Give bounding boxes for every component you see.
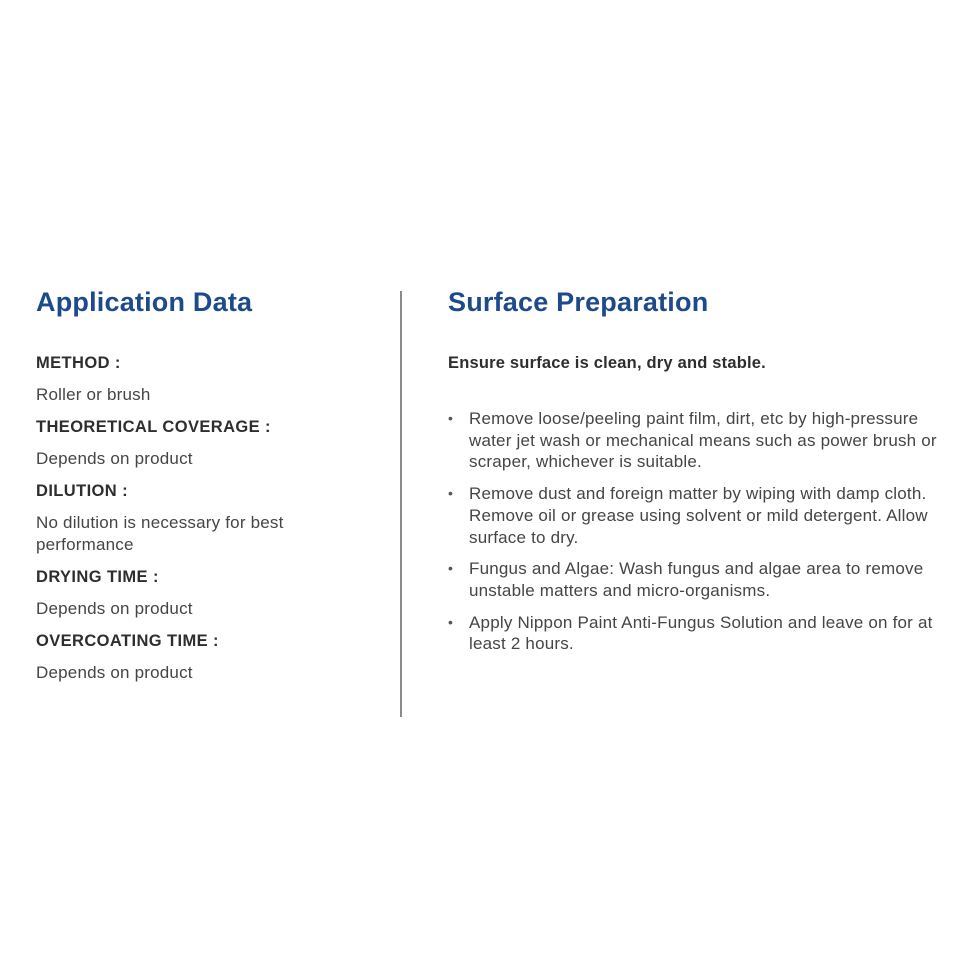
- theoretical-coverage-value: Depends on product: [36, 449, 193, 468]
- application-data-list: [36, 352, 366, 684]
- bullet-icon: •: [448, 613, 454, 630]
- drying-time-value: Depends on product: [36, 599, 193, 618]
- list-item: [448, 558, 938, 601]
- dilution-label: DILUTION :: [36, 482, 128, 500]
- list-item: [448, 408, 938, 473]
- list-item-text: Remove dust and foreign matter by wiping with damp cloth. Remove oil or grease using solvent or mild detergent. Allow surface to dry.: [469, 484, 928, 547]
- bullet-icon: •: [448, 410, 454, 426]
- list-item-text: Fungus and Algae: Wash fungus and algae area to remove unstable matters and micro-organisms.: [469, 559, 924, 600]
- application-data-title: Application Data: [36, 287, 253, 317]
- theoretical-coverage-label: THEORETICAL COVERAGE :: [36, 418, 271, 436]
- surface-preparation-intro: Ensure surface is clean, dry and stable.: [448, 354, 766, 372]
- bullet-icon: •: [448, 485, 454, 502]
- application-data-section: [36, 282, 366, 694]
- list-item-text: Remove loose/peeling paint film, dirt, etc by high-pressure water jet wash or mechanical means such as power brush or scraper, whichever is suitable.: [469, 409, 937, 472]
- bullet-icon: •: [448, 560, 454, 577]
- surface-preparation-title: Surface Preparation: [448, 287, 709, 317]
- overcoating-time-value: Depends on product: [36, 663, 193, 682]
- column-divider: [400, 291, 402, 717]
- list-item: [448, 483, 938, 548]
- dilution-value: No dilution is necessary for best performance: [36, 513, 284, 554]
- surface-preparation-section: [448, 282, 938, 665]
- method-label: METHOD :: [36, 354, 121, 372]
- method-value: Roller or brush: [36, 385, 151, 404]
- overcoating-time-label: OVERCOATING TIME :: [36, 632, 219, 650]
- drying-time-label: DRYING TIME :: [36, 568, 159, 586]
- list-item-text: Apply Nippon Paint Anti-Fungus Solution and leave on for at least 2 hours.: [469, 612, 933, 654]
- list-item: [448, 612, 938, 655]
- surface-preparation-list: [448, 408, 938, 655]
